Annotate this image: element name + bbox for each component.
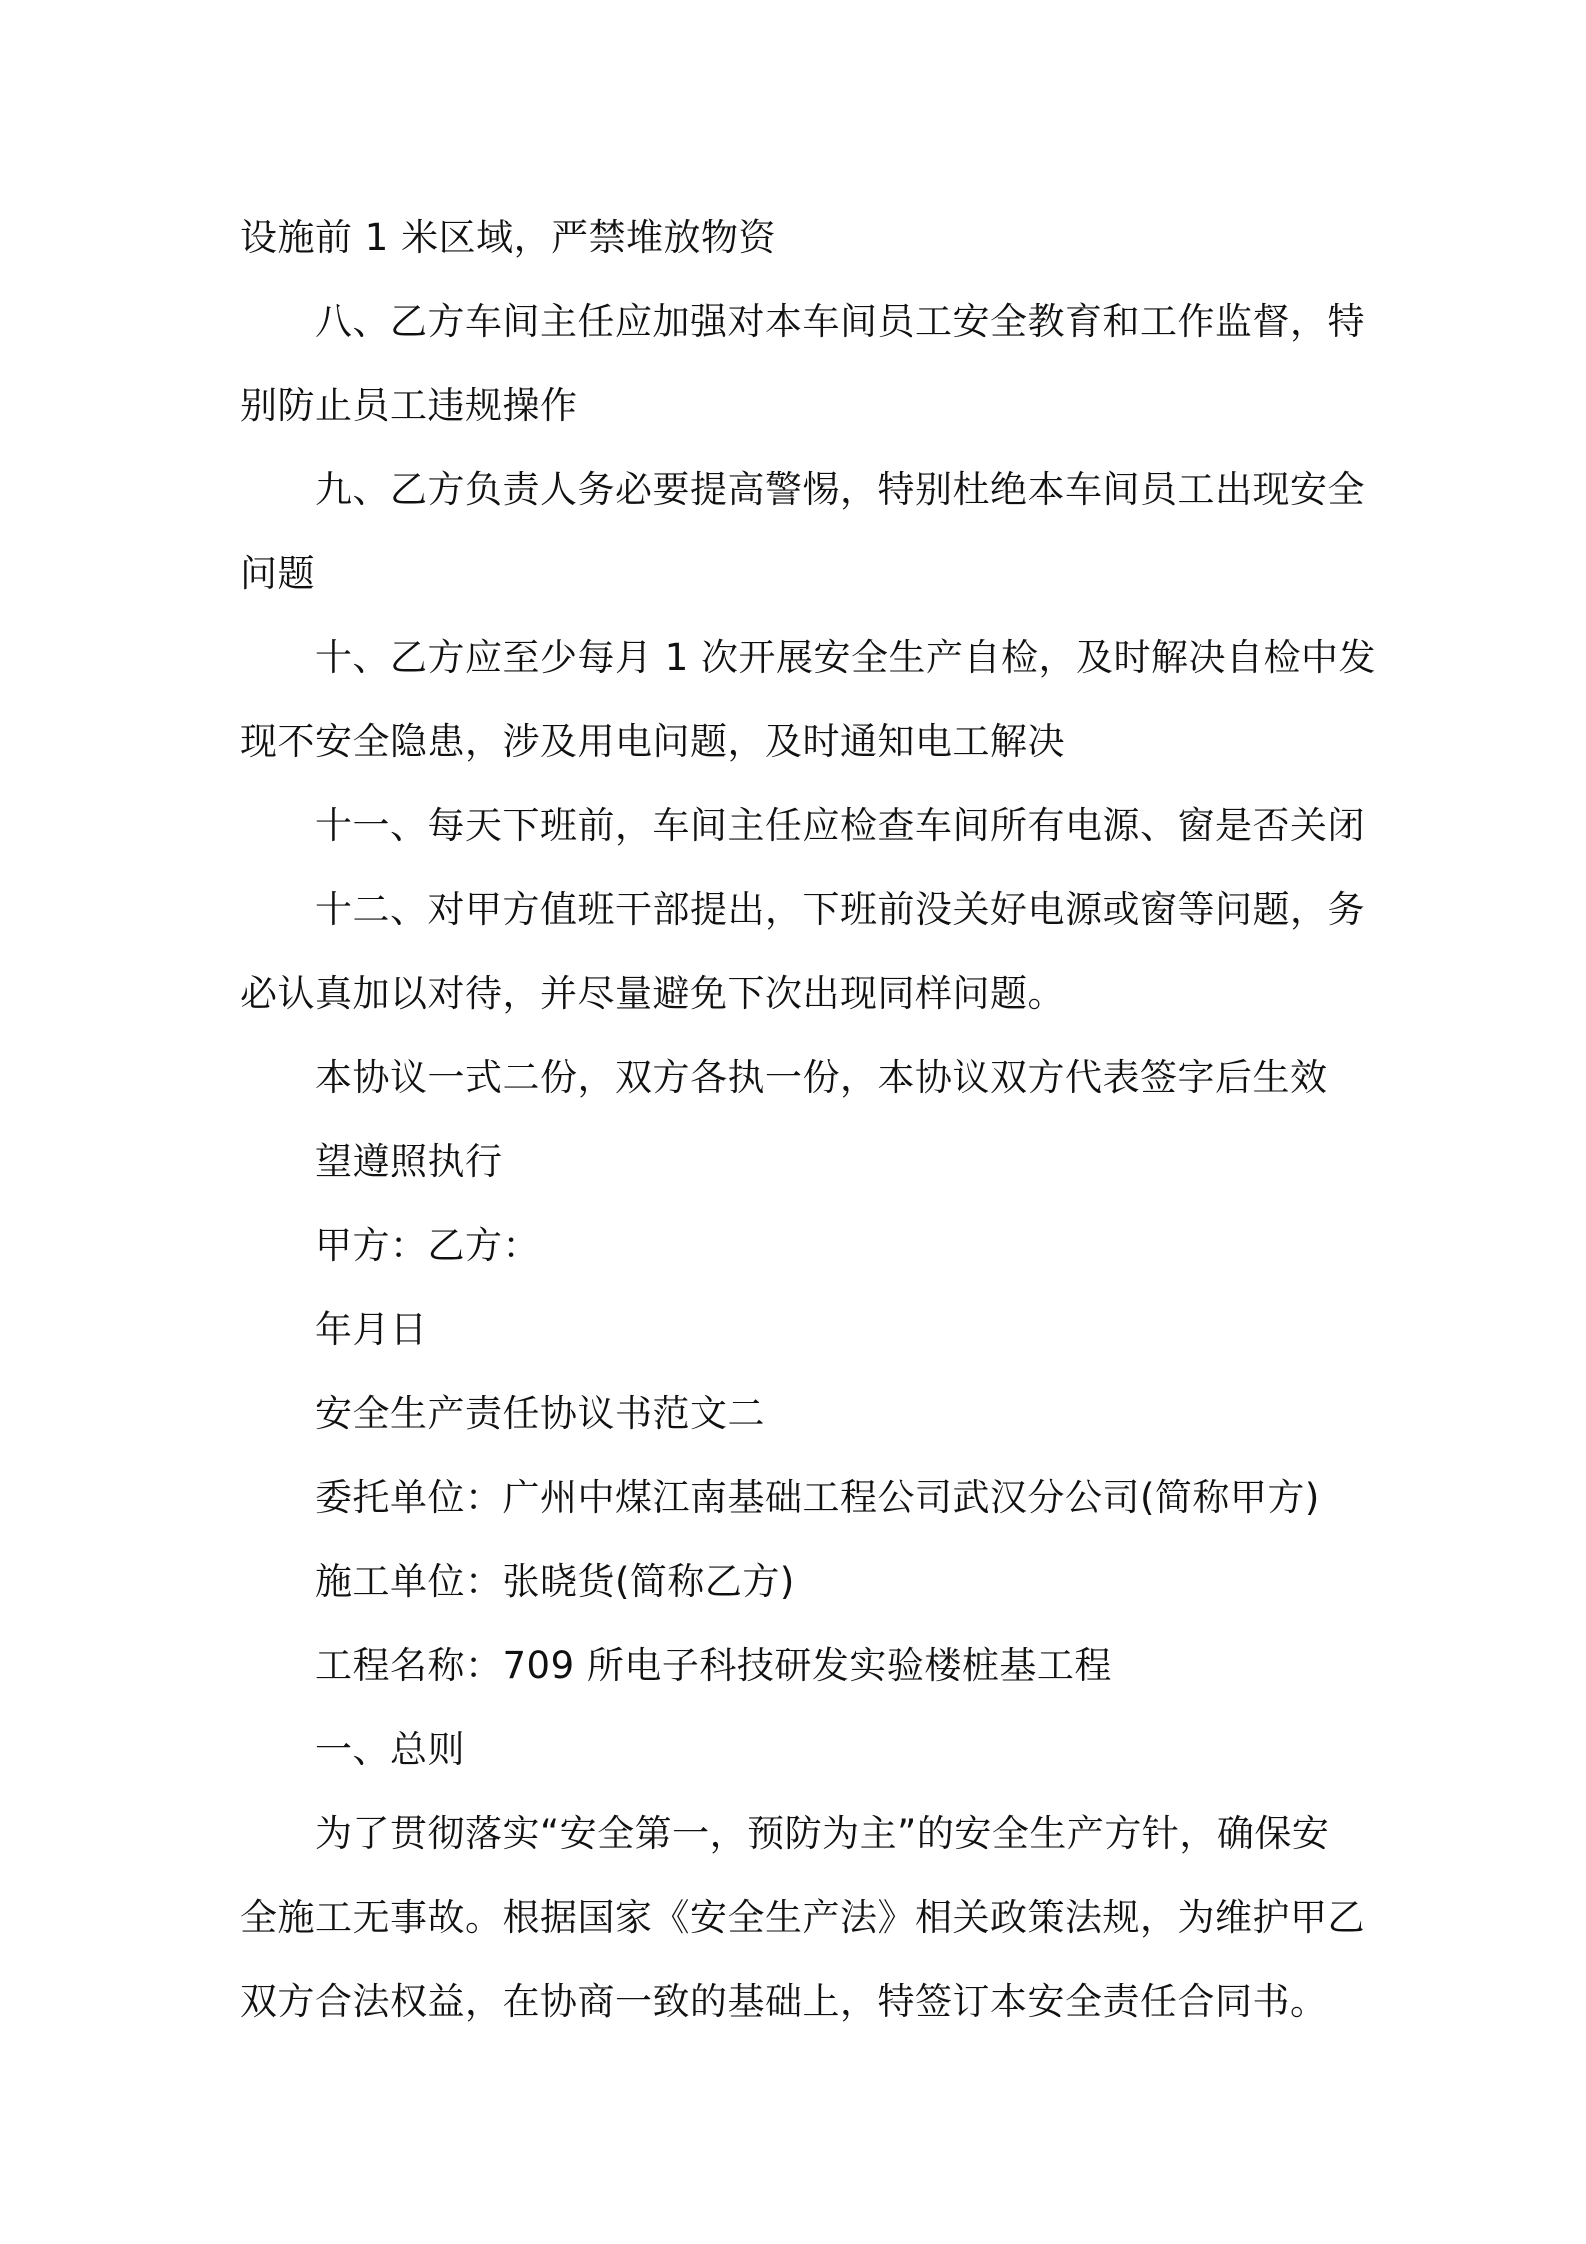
paragraph-line: 年月日 <box>315 1308 428 1351</box>
paragraph-line: 八、乙方车间主任应加强对本车间员工安全教育和工作监督，特 <box>315 300 1365 343</box>
paragraph-line: 甲方：乙方： <box>315 1224 540 1267</box>
paragraph-line: 十二、对甲方值班干部提出，下班前没关好电源或窗等问题，务 <box>315 888 1365 931</box>
paragraph-line: 必认真加以对待，并尽量避免下次出现同样问题。 <box>240 972 1065 1015</box>
paragraph-line: 工程名称：709 所电子科技研发实验楼桩基工程 <box>315 1644 1112 1687</box>
paragraph-line: 一、总则 <box>315 1728 465 1771</box>
paragraph-line: 本协议一式二份，双方各执一份，本协议双方代表签字后生效 <box>315 1056 1328 1099</box>
paragraph-line: 九、乙方负责人务必要提高警惕，特别杜绝本车间员工出现安全 <box>315 468 1365 511</box>
document-body <box>240 196 1377 2044</box>
paragraph-line: 双方合法权益，在协商一致的基础上，特签订本安全责任合同书。 <box>240 1980 1328 2023</box>
paragraph-line: 为了贯彻落实“安全第一，预防为主”的安全生产方针，确保安 <box>315 1812 1330 1855</box>
paragraph-line: 委托单位：广州中煤江南基础工程公司武汉分公司(简称甲方) <box>315 1476 1320 1519</box>
paragraph-line: 望遵照执行 <box>315 1140 503 1183</box>
paragraph-line: 安全生产责任协议书范文二 <box>315 1392 765 1435</box>
paragraph-line: 十、乙方应至少每月 1 次开展安全生产自检，及时解决自检中发 <box>315 636 1377 679</box>
paragraph-line: 全施工无事故。根据国家《安全生产法》相关政策法规，为维护甲乙 <box>240 1896 1365 1939</box>
paragraph-line: 施工单位：张晓货(简称乙方) <box>315 1560 795 1603</box>
paragraph-line: 十一、每天下班前，车间主任应检查车间所有电源、窗是否关闭 <box>315 804 1365 847</box>
paragraph-line: 问题 <box>240 552 315 595</box>
paragraph-line: 别防止员工违规操作 <box>240 384 578 427</box>
paragraph-line: 现不安全隐患，涉及用电问题，及时通知电工解决 <box>240 720 1065 763</box>
paragraph-line: 设施前 1 米区域，严禁堆放物资 <box>240 216 777 259</box>
